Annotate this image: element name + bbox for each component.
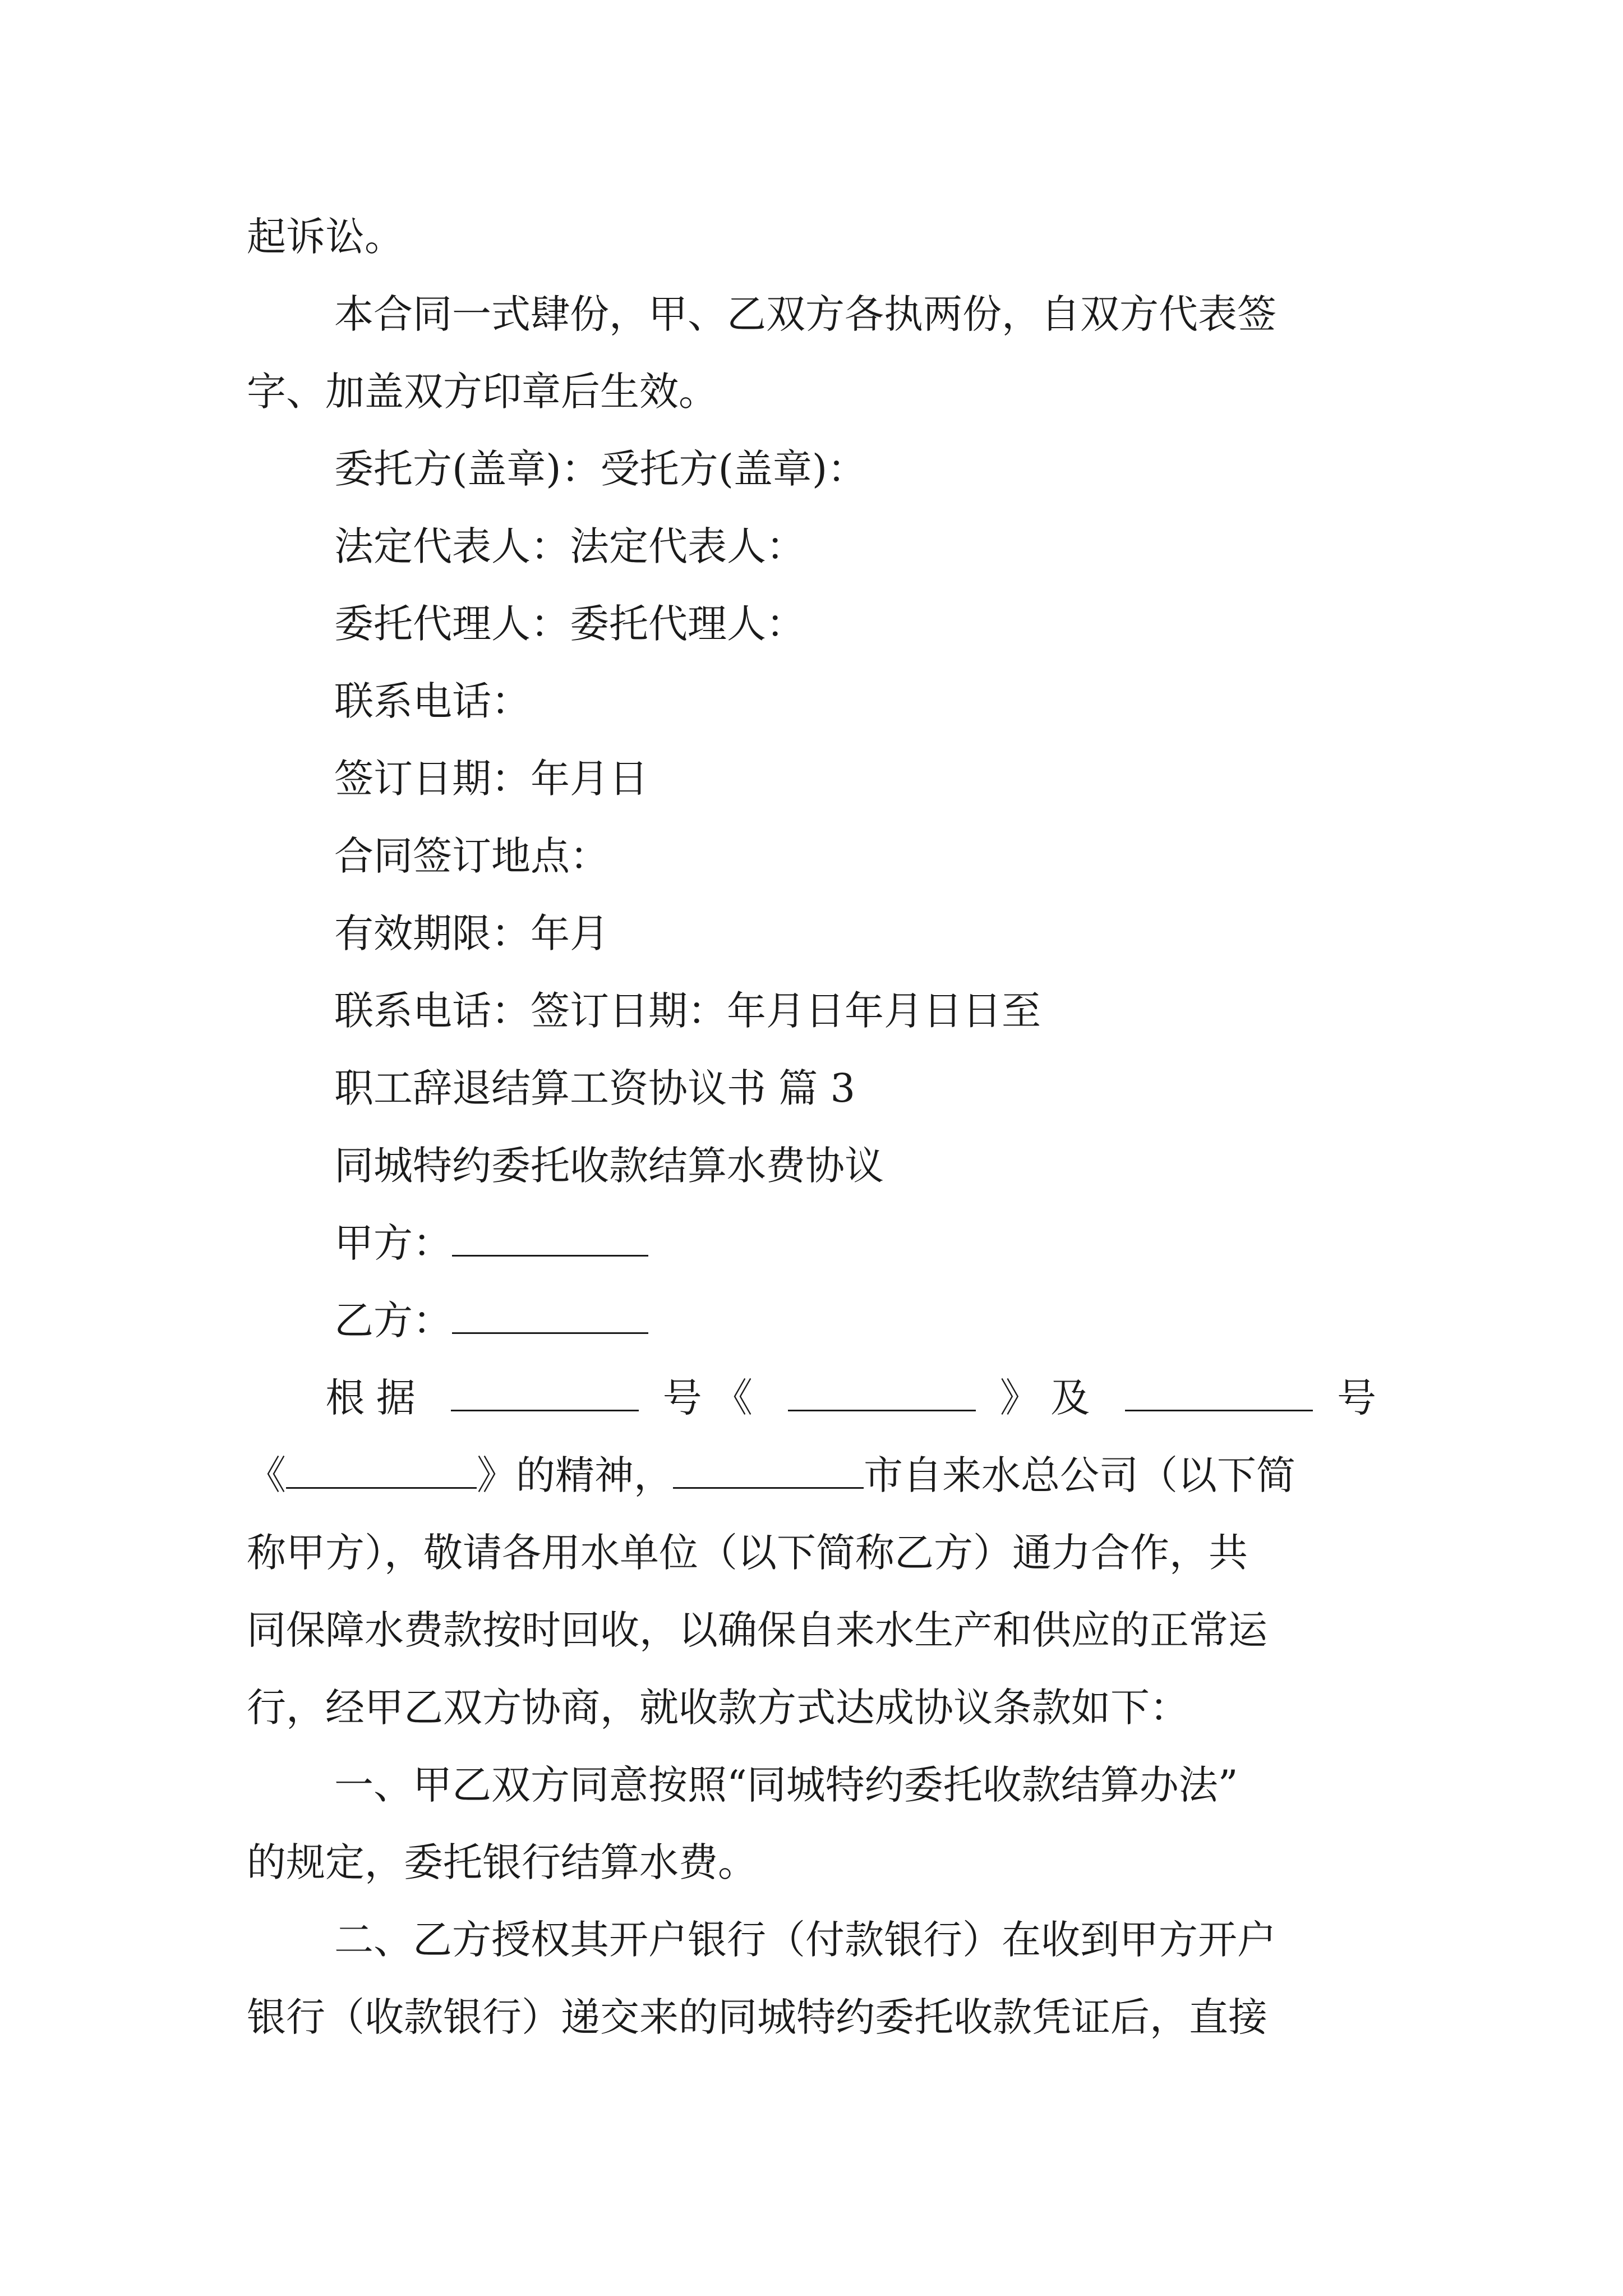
clause-1-line: 一、甲乙双方同意按照“同城特约委托收款结算办法” xyxy=(334,1762,1238,1808)
spirit-line xyxy=(247,1447,1295,1503)
basis-number-open: 号《 xyxy=(662,1375,764,1421)
clause-2-line: 二、乙方授权其开户银行（付款银行）在收到甲方开户 xyxy=(334,1917,1276,1963)
party-b-label: 乙方： xyxy=(334,1297,452,1343)
paragraph-line: 字、加盖双方印章后生效。 xyxy=(247,369,718,415)
spirit-open: 《 xyxy=(247,1452,286,1498)
paragraph-line: 起诉讼。 xyxy=(247,214,404,260)
basis-line xyxy=(247,1370,1376,1426)
signature-party-line: 委托方(盖章)：受托方(盖章)： xyxy=(334,446,867,492)
paragraph-line: 本合同一式肆份，甲、乙双方各执两份，自双方代表签 xyxy=(334,291,1276,337)
party-b-blank xyxy=(452,1295,648,1334)
agreement-title: 同城特约委托收款结算水费协议 xyxy=(334,1143,884,1189)
paragraph-line: 同保障水费款按时回收，以确保自来水生产和供应的正常运 xyxy=(247,1607,1267,1653)
clause-1-line: 的规定，委托银行结算水费。 xyxy=(247,1839,757,1885)
doc-title-blank xyxy=(788,1373,976,1411)
paragraph-line: 行，经甲乙双方协商，就收款方式达成协议条款如下： xyxy=(247,1685,1189,1731)
agent-line: 委托代理人：委托代理人： xyxy=(334,601,805,647)
basis-number: 号 xyxy=(1336,1375,1376,1421)
section-heading: 职工辞退结算工资协议书 篇 3 xyxy=(334,1065,856,1111)
party-a-line xyxy=(334,1215,648,1271)
validity-line: 有效期限：年月 xyxy=(334,910,609,956)
doc-title-blank-2 xyxy=(286,1450,477,1489)
basis-word: 根据 xyxy=(314,1375,427,1421)
spirit-end: 市自来水总公司（以下简 xyxy=(864,1452,1295,1498)
party-a-blank xyxy=(452,1218,648,1257)
party-b-line xyxy=(334,1292,648,1349)
signing-place-line: 合同签订地点： xyxy=(334,833,609,879)
clause-2-line: 银行（收款银行）递交来的同城特约委托收款凭证后，直接 xyxy=(247,1994,1267,2040)
city-blank xyxy=(673,1450,864,1489)
basis-close-and: 》及 xyxy=(999,1375,1101,1421)
phone-date-line: 联系电话：签订日期：年月日年月日日至 xyxy=(334,988,1041,1034)
paragraph-line: 称甲方），敬请各用水单位（以下简称乙方）通力合作，共 xyxy=(247,1530,1248,1576)
doc-number-blank xyxy=(451,1373,639,1411)
spirit-middle: 》的精神， xyxy=(477,1452,673,1498)
legal-representative-line: 法定代表人：法定代表人： xyxy=(334,523,805,569)
doc-number-blank-2 xyxy=(1125,1373,1313,1411)
party-a-label: 甲方： xyxy=(334,1220,452,1266)
signing-date-line: 签订日期：年月日 xyxy=(334,756,648,802)
phone-line: 联系电话： xyxy=(334,678,531,724)
